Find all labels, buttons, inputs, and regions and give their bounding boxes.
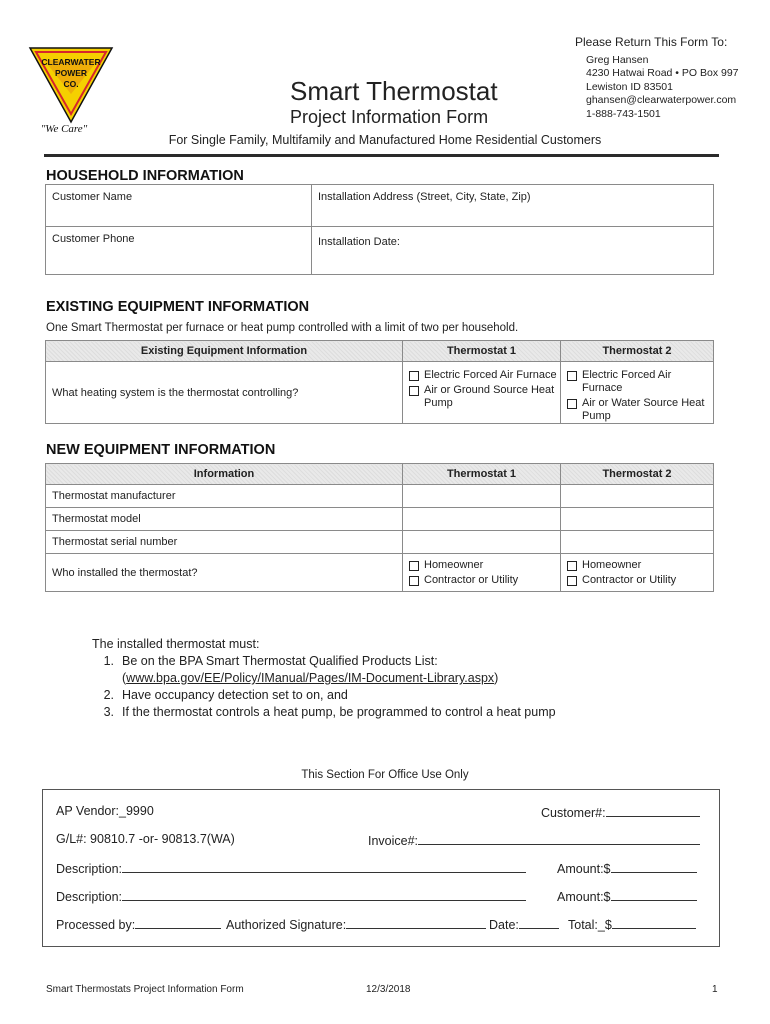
t2-serial-field[interactable] <box>561 531 714 554</box>
new-header-thermostat-2: Thermostat 2 <box>561 464 714 485</box>
invoice-label: Invoice#: <box>368 834 419 848</box>
customer-name-field[interactable]: Customer Name <box>46 185 312 227</box>
header-rule <box>44 154 719 157</box>
heating-system-question: What heating system is the thermostat controlling? <box>46 362 403 424</box>
installer-question: Who installed the thermostat? <box>46 554 403 592</box>
household-section-title: HOUSEHOLD INFORMATION <box>46 168 244 184</box>
t2-homeowner-checkbox[interactable] <box>567 561 577 571</box>
return-address-block <box>556 36 756 121</box>
t2-contractor-checkbox[interactable] <box>567 576 577 586</box>
amount-1-field[interactable] <box>611 860 697 873</box>
total-field[interactable] <box>612 916 696 929</box>
t1-serial-field[interactable] <box>403 531 561 554</box>
t2-heat-pump-checkbox[interactable] <box>567 399 577 409</box>
requirement-1: 1. Be on the BPA Smart Thermostat Qualified Products List: <box>103 654 438 668</box>
t1-heat-pump-checkbox[interactable] <box>409 386 419 396</box>
t1-contractor-checkbox[interactable] <box>409 576 419 586</box>
customer-number-label: Customer#: <box>541 806 606 820</box>
t2-furnace-checkbox[interactable] <box>567 371 577 381</box>
return-heading: Please Return This Form To: <box>575 35 728 49</box>
existing-equipment-note: One Smart Thermostat per furnace or heat pump controlled with a limit of two per household. <box>46 322 519 334</box>
household-table <box>45 184 714 275</box>
return-contact-name: Greg Hansen <box>586 53 649 66</box>
office-use-title: This Section For Office Use Only <box>301 769 469 781</box>
date-label: Date: <box>489 918 519 932</box>
footer-date: 12/3/2018 <box>366 984 411 995</box>
description-1-label: Description: <box>56 862 122 876</box>
t2-manufacturer-field[interactable] <box>561 485 714 508</box>
new-equipment-section-title: NEW EQUIPMENT INFORMATION <box>46 442 276 458</box>
form-subtitle: Project Information Form <box>290 107 489 127</box>
footer-page-number: 1 <box>712 984 718 995</box>
logo-line-1: CLEARWATER <box>41 57 101 67</box>
description-2-field[interactable] <box>122 888 526 901</box>
logo-line-3: CO. <box>63 79 79 89</box>
description-1-field[interactable] <box>122 860 526 873</box>
date-field[interactable] <box>519 916 559 929</box>
requirements-list <box>92 636 556 721</box>
logo-line-2: POWER <box>54 68 88 78</box>
t2-homeowner-label: Homeowner <box>582 559 642 571</box>
existing-header-thermostat-1: Thermostat 1 <box>403 341 561 362</box>
form-title: Smart Thermostat <box>290 76 498 106</box>
t2-heat-pump-label: Air or Water Source Heat Pump <box>582 397 705 422</box>
t1-homeowner-checkbox[interactable] <box>409 561 419 571</box>
t1-manufacturer-field[interactable] <box>403 485 561 508</box>
office-use-box <box>42 789 720 947</box>
authorized-signature-label: Authorized Signature: <box>226 918 347 932</box>
t1-contractor-label: Contractor or Utility <box>424 574 519 586</box>
amount-2-label: Amount:$ <box>557 890 611 904</box>
amount-1-label: Amount:$ <box>557 862 611 876</box>
t2-model-field[interactable] <box>561 508 714 531</box>
customer-phone-field[interactable]: Customer Phone <box>46 227 312 275</box>
bpa-qpl-link[interactable]: www.bpa.gov/EE/Policy/IManual/Pages/IM-Document-Library.aspx <box>126 671 495 685</box>
existing-equipment-section-title: EXISTING EQUIPMENT INFORMATION <box>46 299 310 315</box>
t1-model-field[interactable] <box>403 508 561 531</box>
amount-2-field[interactable] <box>611 888 697 901</box>
footer-form-name: Smart Thermostats Project Information Form <box>46 984 244 995</box>
gl-number: G/L#: 90810.7 -or- 90813.7(WA) <box>56 832 235 846</box>
return-city: Lewiston ID 83501 <box>586 80 673 93</box>
customer-number-field[interactable] <box>606 804 700 817</box>
eligible-customers-line: For Single Family, Multifamily and Manufactured Home Residential Customers <box>168 133 602 147</box>
installation-date-field[interactable]: Installation Date: <box>312 227 714 275</box>
return-email: ghansen@clearwaterpower.com <box>586 94 737 106</box>
new-equipment-table <box>45 463 714 592</box>
existing-equipment-table <box>45 340 714 424</box>
t1-heat-pump-label: Air or Ground Source Heat Pump <box>424 384 555 409</box>
t1-homeowner-label: Homeowner <box>424 559 484 571</box>
manufacturer-label: Thermostat manufacturer <box>46 485 403 508</box>
description-2-label: Description: <box>56 890 122 904</box>
return-phone: 1-888-743-1501 <box>586 107 661 120</box>
new-header-thermostat-1: Thermostat 1 <box>403 464 561 485</box>
total-label: Total:_$ <box>568 918 612 932</box>
t2-furnace-label: Electric Forced Air Furnace <box>582 369 672 394</box>
return-street: 4230 Hatwai Road • PO Box 997 <box>586 67 739 79</box>
t1-furnace-checkbox[interactable] <box>409 371 419 381</box>
processed-by-field[interactable] <box>135 916 221 929</box>
processed-by-label: Processed by: <box>56 918 136 932</box>
requirement-2: 2. Have occupancy detection set to on, and <box>103 688 348 702</box>
bpa-link-line: (www.bpa.gov/EE/Policy/IManual/Pages/IM-Document-Library.aspx) <box>122 671 499 685</box>
authorized-signature-field[interactable] <box>346 916 486 929</box>
t2-contractor-label: Contractor or Utility <box>582 574 677 586</box>
serial-number-label: Thermostat serial number <box>46 531 403 554</box>
existing-header-info: Existing Equipment Information <box>46 341 403 362</box>
requirements-intro: The installed thermostat must: <box>92 637 260 651</box>
t1-furnace-label: Electric Forced Air Furnace <box>424 369 557 381</box>
requirement-3: 3. If the thermostat controls a heat pump, be programmed to control a heat pump <box>103 705 556 719</box>
logo-tagline: "We Care" <box>40 123 88 135</box>
ap-vendor: AP Vendor:_9990 <box>56 804 154 818</box>
invoice-field[interactable] <box>418 832 700 845</box>
new-header-info: Information <box>46 464 403 485</box>
model-label: Thermostat model <box>46 508 403 531</box>
existing-header-thermostat-2: Thermostat 2 <box>561 341 714 362</box>
installation-address-field[interactable]: Installation Address (Street, City, State, Zip) <box>312 185 714 227</box>
company-logo <box>28 44 114 136</box>
logo-emblem <box>28 44 114 136</box>
